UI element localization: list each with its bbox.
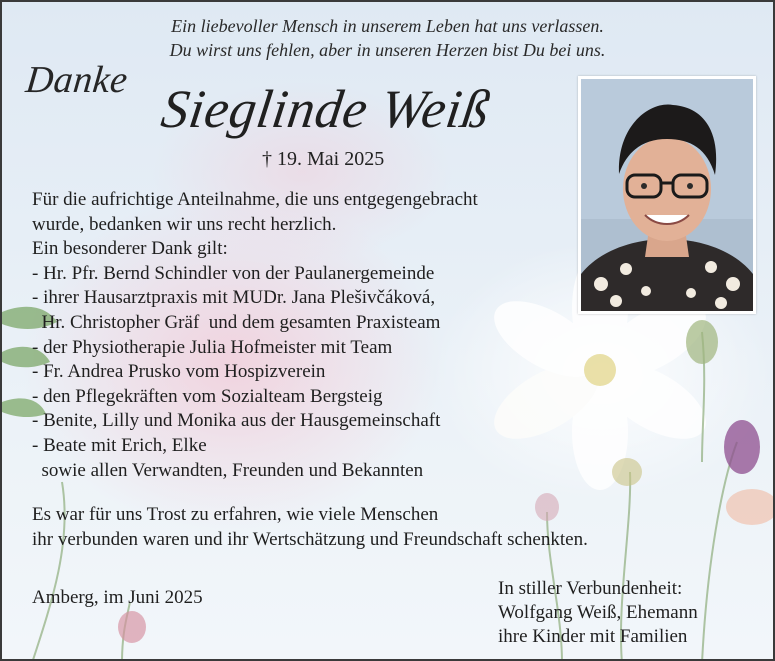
closing-line: ihr verbunden waren und ihr Wertschätzung und Freundschaft schenkten.: [32, 528, 588, 550]
closing-line: Es war für uns Trost zu erfahren, wie viele Menschen: [32, 504, 439, 526]
signature-line: ihre Kinder mit Familien: [498, 626, 688, 647]
thanks-line: wurde, bedanken wir uns recht herzlich.: [32, 213, 337, 235]
thanks-list-item: - den Pflegekräften vom Sozialteam Bergsteig: [32, 385, 383, 407]
orange-bud: [726, 489, 775, 525]
quote-line-1: Ein liebevoller Mensch in unserem Leben hat uns verlassen.: [171, 16, 604, 36]
thanks-text: [32, 188, 588, 552]
purple-bud: [724, 420, 760, 474]
thanks-list-item: - der Physiotherapie Julia Hofmeister mit Team: [32, 336, 393, 358]
green-bud: [686, 320, 718, 364]
thanks-list-item: - Beate mit Erich, Elke: [32, 434, 207, 456]
danke-heading: Danke: [23, 59, 130, 101]
thanks-list-item: Hr. Christopher Gräf und dem gesamten Praxisteam: [32, 311, 441, 333]
portrait-photo: [578, 76, 756, 314]
yellow-bud: [612, 458, 642, 486]
thanks-line: Für die aufrichtige Anteilnahme, die uns entgegengebracht: [32, 189, 478, 210]
thanks-line: Ein besonderer Dank gilt:: [32, 238, 228, 260]
paragraph-gap: [32, 483, 588, 503]
thanks-list-item: - ihrer Hausarztpraxis mit MUDr. Jana Plešivčáková,: [32, 287, 436, 309]
death-date: † 19. Mai 2025: [262, 148, 385, 170]
place-date: Amberg, im Juni 2025: [32, 587, 203, 608]
pink-bud-bottom: [118, 611, 146, 643]
portrait-icon: [581, 79, 753, 311]
quote-line-2: Du wirst uns fehlen, aber in unseren Herzen bist Du bei uns.: [169, 40, 606, 60]
signature-line: Wolfgang Weiß, Ehemann: [498, 602, 698, 623]
signature-block: [498, 577, 698, 649]
deceased-name: Sieglinde Weiß: [157, 79, 494, 139]
thanks-list-item: sowie allen Verwandten, Freunden und Bekannten: [32, 459, 424, 481]
thanks-list-item: - Benite, Lilly und Monika aus der Hausgemeinschaft: [32, 410, 441, 432]
signature-line: In stiller Verbundenheit:: [498, 578, 683, 599]
thanks-list-item: - Fr. Andrea Prusko vom Hospizverein: [32, 361, 326, 383]
thanks-list-item: - Hr. Pfr. Bernd Schindler von der Paulanergemeinde: [32, 262, 435, 284]
